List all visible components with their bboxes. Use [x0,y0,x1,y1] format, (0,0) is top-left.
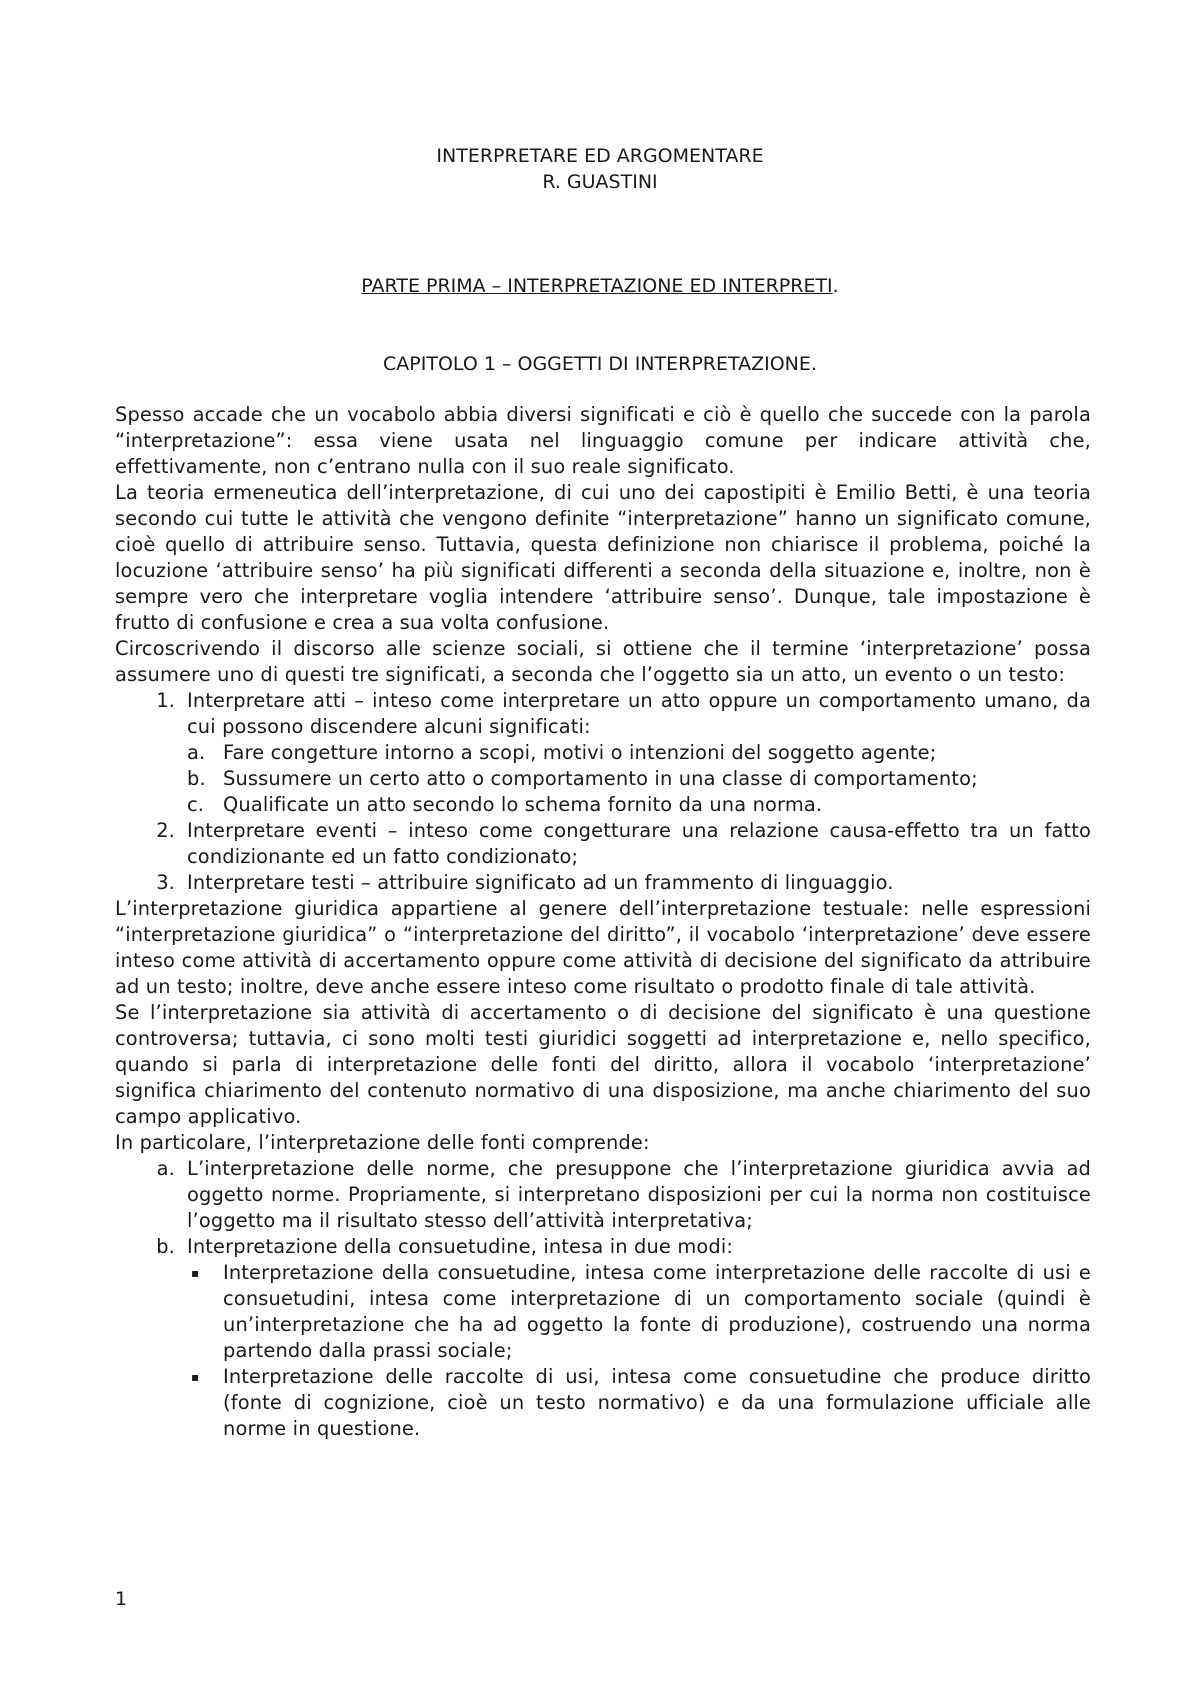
bullet-list-item [115,1260,1091,1364]
sub-list-item [115,766,1091,792]
list-item-text: Interpretazione della consuetudine, intesa come interpretazione delle raccolte di usi e consuetudini, intesa come interpretazione di un comportamento sociale (quindi è un’interpretazione che ha ad oggetto la fonte di produzione), costruendo una norma partendo dalla prassi sociale; [223,1261,1091,1362]
list-item-text: Interpretare eventi – inteso come congetturare una relazione causa-effetto tra un fatto condizionante ed un fatto condizionato; [187,819,1091,868]
list-marker: 3. [156,871,175,894]
part-heading [0,273,1200,299]
document-title: INTERPRETARE ED ARGOMENTARE [436,145,764,167]
paragraph: Spesso accade che un vocabolo abbia diversi significati e ciò è quello che succede con la parola “interpretazione”: essa viene usata nel linguaggio comune per indicare attività che, effettivamente, non c’entrano nulla con il suo reale significato. [115,403,1091,478]
list-item [115,870,1091,896]
list-item-text: Interpretazione delle raccolte di usi, intesa come consuetudine che produce diritto (fonte di cognizione, cioè un testo normativo) e da una formulazione ufficiale alle norme in questione. [223,1365,1091,1440]
list-item-text: Interpretazione della consuetudine, intesa in due modi: [187,1235,734,1258]
paragraph: L’interpretazione giuridica appartiene al genere dell’interpretazione testuale: nelle espressioni “interpretazione giuridica” o “interpretazione del diritto”, il vocabolo ‘interpretazione’ deve essere inteso come attività di accertamento oppure come attività di decisione del significato da attribuire ad un testo; inoltre, deve anche essere inteso come risultato o prodotto finale di tale attività. [115,897,1091,998]
list-item [115,1234,1091,1260]
paragraph: Se l’interpretazione sia attività di accertamento o di decisione del significato è una questione controversa; tuttavia, ci sono molti testi giuridici soggetti ad interpretazione e, nello specifico, quando si parla di interpretazione delle fonti del diritto, allora il vocabolo ‘interpretazione’ significa chiarimento del contenuto normativo di una disposizione, ma anche chiarimento del suo campo applicativo. [115,1001,1091,1128]
list-item [115,688,1091,740]
numbered-list [115,688,1091,896]
chapter-heading: CAPITOLO 1 – OGGETTI DI INTERPRETAZIONE. [383,353,817,375]
paragraph: In particolare, l’interpretazione delle fonti comprende: [115,1131,650,1154]
part-heading-suffix: . [832,275,839,297]
square-bullet-icon: ▪ [191,1370,200,1384]
body-text [115,402,1091,1442]
list-marker: a. [187,741,206,764]
paragraph: Circoscrivendo il discorso alle scienze sociali, si ottiene che il termine ‘interpretazione’ possa assumere uno di questi tre significati, a seconda che l’oggetto sia un atto, un evento o un testo: [115,637,1091,686]
bullet-list-item [115,1364,1091,1442]
square-bullet-icon: ▪ [191,1266,200,1280]
list-item-text: Interpretare atti – inteso come interpretare un atto oppure un comportamento umano, da cui possono discendere alcuni significati: [187,689,1091,738]
sub-list-item [115,740,1091,766]
lettered-list [115,1156,1091,1442]
list-marker: b. [187,767,206,790]
list-item [115,1156,1091,1234]
document-author: R. GUASTINI [542,171,658,193]
list-marker: 1. [156,689,175,712]
title-block [0,143,1200,195]
list-item-text: Fare congetture intorno a scopi, motivi o intenzioni del soggetto agente; [223,741,937,764]
page-number: 1 [115,1588,128,1610]
list-item-text: Interpretare testi – attribuire significato ad un frammento di linguaggio. [187,871,894,894]
list-marker: c. [187,793,205,816]
part-heading-text: PARTE PRIMA – INTERPRETAZIONE ED INTERPRETI [361,275,833,297]
list-item-text: L’interpretazione delle norme, che presuppone che l’interpretazione giuridica avvia ad oggetto norme. Propriamente, si interpretano disposizioni per cui la norma non costituisce l’oggetto ma il risultato stesso dell’attività interpretativa; [187,1157,1091,1232]
list-item-text: Sussumere un certo atto o comportamento in una classe di comportamento; [223,767,978,790]
list-marker: a. [156,1157,175,1180]
list-item [115,818,1091,870]
list-marker: 2. [156,819,175,842]
paragraph: La teoria ermeneutica dell’interpretazione, di cui uno dei capostipiti è Emilio Betti, è una teoria secondo cui tutte le attività che vengono definite “interpretazione” hanno un significato comune, cioè quello di attribuire senso. Tuttavia, questa definizione non chiarisce il problema, poiché la locuzione ‘attribuire senso’ ha più significati differenti a seconda della situazione e, inoltre, non è sempre vero che interpretare voglia intendere ‘attribuire senso’. Dunque, tale impostazione è frutto di confusione e crea a sua volta confusione. [115,481,1091,634]
list-item-text: Qualificate un atto secondo lo schema fornito da una norma. [223,793,823,816]
sub-list-item [115,792,1091,818]
list-marker: b. [156,1235,175,1258]
